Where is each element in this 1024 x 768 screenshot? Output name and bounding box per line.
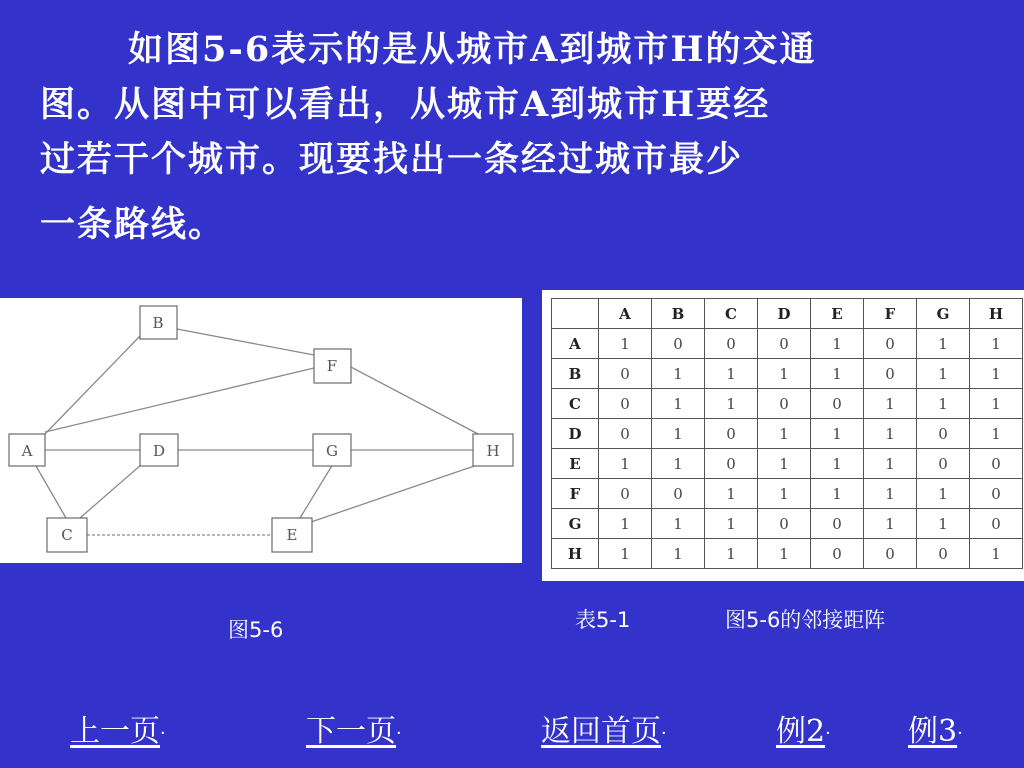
matrix-cell: 1: [970, 329, 1023, 359]
matrix-cell: 0: [970, 479, 1023, 509]
matrix-cell: 1: [917, 479, 970, 509]
matrix-cell: 1: [811, 479, 864, 509]
matrix-cell: 1: [705, 539, 758, 569]
edge-a-b: [45, 334, 142, 434]
matrix-cell: 0: [758, 509, 811, 539]
matrix-cell: 1: [970, 389, 1023, 419]
node-d: [140, 434, 178, 466]
traffic-graph: [0, 298, 522, 563]
edge-e-h: [311, 464, 480, 522]
node-e-label: E: [286, 526, 298, 544]
matrix-row-header: D: [552, 419, 599, 449]
matrix-col-header: E: [811, 299, 864, 329]
matrix-cell: 1: [705, 509, 758, 539]
matrix-col-header: A: [599, 299, 652, 329]
matrix-cell: 1: [917, 509, 970, 539]
matrix-row-header: F: [552, 479, 599, 509]
prev-page-dot: ·: [160, 722, 166, 744]
matrix-cell: 1: [652, 449, 705, 479]
edge-g-e: [300, 464, 333, 518]
matrix-corner-cell: [552, 299, 599, 329]
matrix-cell: 0: [917, 539, 970, 569]
matrix-cell: 0: [599, 419, 652, 449]
matrix-row-header: B: [552, 359, 599, 389]
home-page-link[interactable]: [541, 706, 667, 750]
table-caption: 表5-1: [575, 608, 631, 632]
matrix-row: [552, 329, 1023, 359]
matrix-row: [552, 539, 1023, 569]
matrix-cell: 0: [599, 359, 652, 389]
matrix-row: [552, 479, 1023, 509]
matrix-col-header: G: [917, 299, 970, 329]
matrix-cell: 0: [758, 389, 811, 419]
node-h: [473, 434, 513, 466]
matrix-cell: 1: [652, 419, 705, 449]
matrix-cell: 1: [811, 449, 864, 479]
matrix-cell: 1: [970, 539, 1023, 569]
matrix-row: [552, 509, 1023, 539]
next-page-label: 下一页: [306, 714, 396, 749]
next-page-dot: ·: [396, 722, 402, 744]
matrix-row: [552, 389, 1023, 419]
matrix-row: [552, 419, 1023, 449]
node-c-label: C: [61, 526, 73, 544]
figure-caption: 图5-6: [228, 618, 284, 642]
matrix-cell: 1: [599, 539, 652, 569]
example-2-link[interactable]: [776, 706, 831, 750]
matrix-cell: 0: [917, 449, 970, 479]
matrix-cell: 1: [917, 389, 970, 419]
example-2-dot: ·: [825, 722, 831, 744]
edge-d-c: [80, 464, 142, 518]
matrix-cell: 1: [970, 419, 1023, 449]
home-page-dot: ·: [661, 722, 667, 744]
matrix-col-header: C: [705, 299, 758, 329]
next-page-link[interactable]: [306, 706, 402, 750]
adjacency-matrix-table: [551, 298, 1023, 569]
matrix-cell: 0: [864, 359, 917, 389]
matrix-col-header: B: [652, 299, 705, 329]
matrix-cell: 1: [705, 479, 758, 509]
matrix-cell: 0: [705, 449, 758, 479]
matrix-row-header: C: [552, 389, 599, 419]
node-f: [314, 349, 351, 383]
node-b-label: B: [152, 314, 164, 332]
matrix-cell: 1: [811, 419, 864, 449]
matrix-col-header: D: [758, 299, 811, 329]
matrix-row: [552, 359, 1023, 389]
matrix-cell: 1: [599, 509, 652, 539]
prev-page-link[interactable]: [70, 706, 166, 750]
adjacency-matrix-figure: [542, 290, 1024, 581]
description-line-3: 过若干个城市。现要找出一条经过城市最少: [40, 139, 744, 180]
matrix-cell: 1: [758, 359, 811, 389]
matrix-row-header: A: [552, 329, 599, 359]
matrix-cell: 1: [599, 329, 652, 359]
matrix-cell: 0: [705, 419, 758, 449]
matrix-cell: 1: [811, 329, 864, 359]
matrix-cell: 1: [864, 449, 917, 479]
matrix-cell: 1: [758, 449, 811, 479]
description-line-1: 如图5-6表示的是从城市A到城市H的交通: [128, 29, 817, 70]
matrix-cell: 0: [705, 329, 758, 359]
matrix-cell: 1: [705, 389, 758, 419]
description-line-4: 一条路线。: [40, 204, 226, 245]
matrix-cell: 0: [811, 539, 864, 569]
example-3-label: 例3: [908, 714, 958, 749]
matrix-row-header: H: [552, 539, 599, 569]
matrix-cell: 1: [758, 479, 811, 509]
matrix-cell: 1: [864, 509, 917, 539]
matrix-cell: 1: [917, 359, 970, 389]
node-c: [47, 518, 87, 552]
matrix-row-header: G: [552, 509, 599, 539]
prev-page-label: 上一页: [70, 714, 160, 749]
matrix-cell: 0: [970, 449, 1023, 479]
matrix-cell: 0: [652, 479, 705, 509]
matrix-cell: 1: [652, 539, 705, 569]
node-a: [9, 434, 45, 466]
matrix-caption: 图5-6的邻接距阵: [725, 608, 886, 632]
matrix-cell: 0: [811, 389, 864, 419]
edge-a-c: [36, 466, 66, 518]
matrix-cell: 0: [864, 329, 917, 359]
edge-b-f: [177, 329, 314, 355]
matrix-cell: 0: [599, 389, 652, 419]
traffic-graph-figure: [0, 298, 522, 563]
problem-description: [40, 22, 980, 252]
node-g: [313, 434, 351, 466]
node-d-label: D: [152, 442, 166, 460]
matrix-body: [552, 329, 1023, 569]
matrix-cell: 1: [917, 329, 970, 359]
description-line-2: 图。从图中可以看出，从城市A到城市H要经: [40, 84, 771, 125]
matrix-header-row: [552, 299, 1023, 329]
matrix-cell: 0: [811, 509, 864, 539]
node-h-label: H: [486, 442, 500, 460]
matrix-col-header: F: [864, 299, 917, 329]
matrix-cell: 1: [652, 359, 705, 389]
matrix-cell: 0: [917, 419, 970, 449]
matrix-cell: 1: [758, 539, 811, 569]
node-a-label: A: [21, 442, 33, 460]
example-2-label: 例2: [776, 714, 826, 749]
matrix-cell: 1: [864, 419, 917, 449]
matrix-cell: 0: [758, 329, 811, 359]
matrix-cell: 1: [652, 509, 705, 539]
edge-a-f: [45, 368, 314, 432]
matrix-cell: 1: [758, 419, 811, 449]
matrix-cell: 1: [864, 479, 917, 509]
matrix-col-header: H: [970, 299, 1023, 329]
node-g-label: G: [326, 442, 338, 460]
matrix-cell: 0: [970, 509, 1023, 539]
matrix-cell: 1: [652, 389, 705, 419]
home-page-label: 返回首页: [541, 714, 661, 749]
node-e: [272, 518, 312, 552]
node-f-label: F: [326, 357, 338, 375]
node-b: [140, 306, 177, 339]
matrix-cell: 0: [652, 329, 705, 359]
matrix-cell: 1: [599, 449, 652, 479]
edge-f-h: [349, 366, 480, 435]
matrix-cell: 1: [864, 389, 917, 419]
matrix-row-header: E: [552, 449, 599, 479]
matrix-cell: 0: [864, 539, 917, 569]
example-3-dot: ·: [957, 722, 963, 744]
matrix-cell: 1: [705, 359, 758, 389]
matrix-cell: 1: [970, 359, 1023, 389]
matrix-cell: 1: [811, 359, 864, 389]
example-3-link[interactable]: [908, 706, 963, 750]
matrix-row: [552, 449, 1023, 479]
matrix-cell: 0: [599, 479, 652, 509]
